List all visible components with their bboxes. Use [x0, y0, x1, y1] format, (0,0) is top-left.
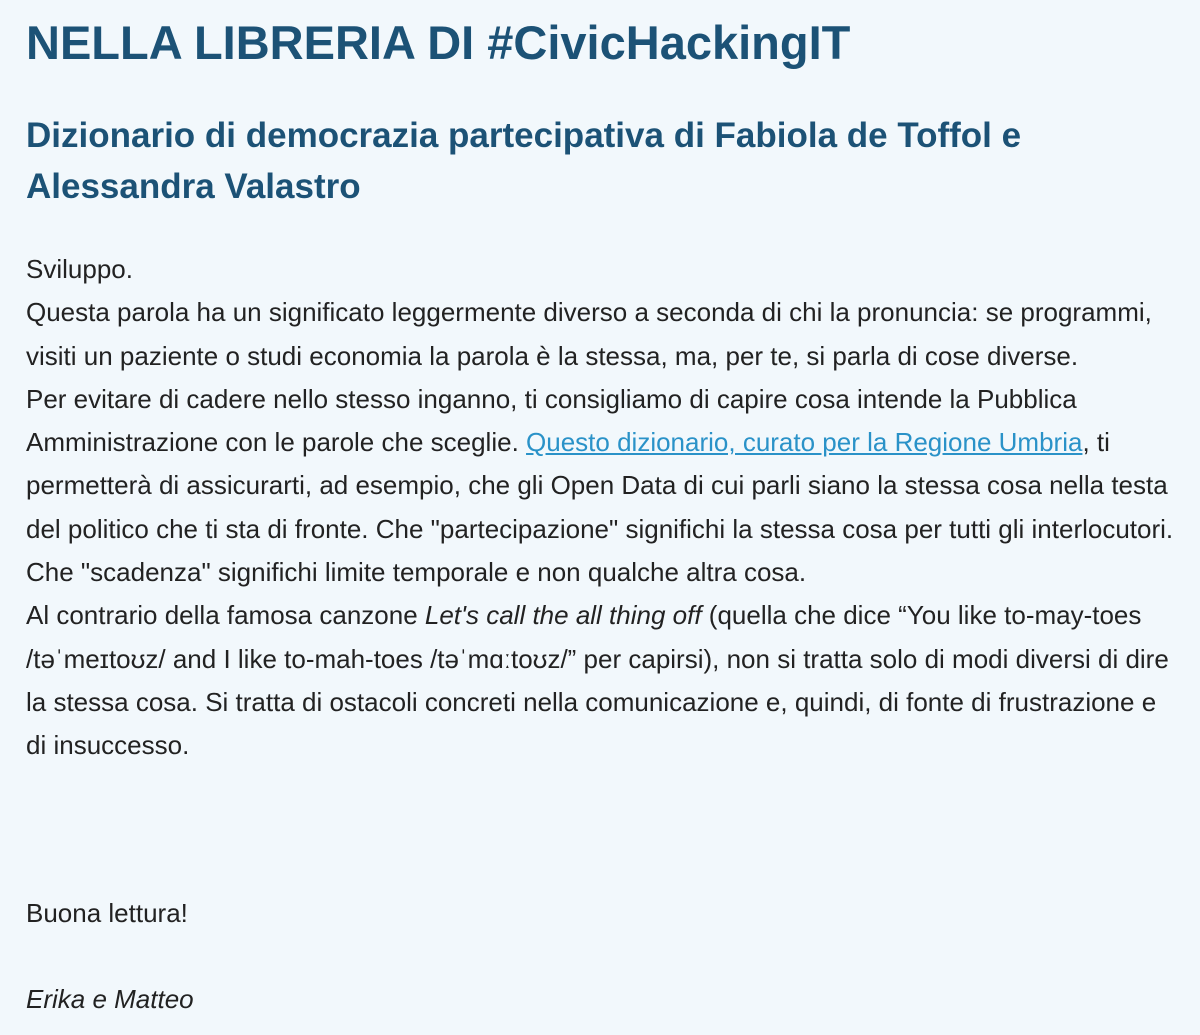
dictionary-link[interactable]: Questo dizionario, curato per la Regione Umbria [526, 427, 1083, 458]
paragraph-dictionary-text-2: , ti permetterà di assicurarti, ad esempio, che gli Open Data di cui parli siano la stessa cosa nella testa del politico che ti sta di fronte. Che "partecipazione" significhi la stessa cosa per tutti gli interlocutori. Che "scadenza" significhi limite temporale e non qualche altra cosa. [26, 427, 1174, 588]
paragraph-dictionary-text-1: Per evitare di cadere nello stesso inganno, ti consigliamo di capire cosa intende la Pubblica Amministrazione con le parole che sceglie. [26, 383, 1077, 458]
paragraph-dictionary [26, 378, 1176, 594]
song-title: Let's call the all thing off [424, 600, 702, 631]
paragraph-song-text-1: Al contrario della famosa canzone [26, 600, 425, 631]
signature: Erika e Matteo [26, 984, 194, 1014]
paragraph-song [26, 594, 1176, 767]
article-body [26, 248, 1176, 768]
paragraph-song-text-2: (quella che dice “You like to-may-toes /təˈmeɪtoʊz/ and I like to-mah-toes /təˈmɑːtoʊz/” per capirsi), non si tratta solo di modi diversi di dire la stessa cosa. Si tratta di ostacoli concreti nella comunicazione e, quindi, di fonte di frustrazione e di insuccesso. [26, 600, 1169, 761]
book-title: Dizionario di democrazia partecipativa di Fabiola de Toffol e Alessandra Valastro [26, 116, 1022, 206]
paragraph-intro: Sviluppo. [26, 254, 133, 284]
paragraph-meaning: Questa parola ha un significato leggermente diverso a seconda di chi la pronuncia: se programmi, visiti un paziente o studi economia la parola è la stessa, ma, per te, si parla di cose diverse. [26, 297, 1152, 371]
closing-greeting: Buona lettura! [26, 898, 188, 928]
page-title: NELLA LIBRERIA DI #CivicHackingIT [26, 16, 851, 69]
